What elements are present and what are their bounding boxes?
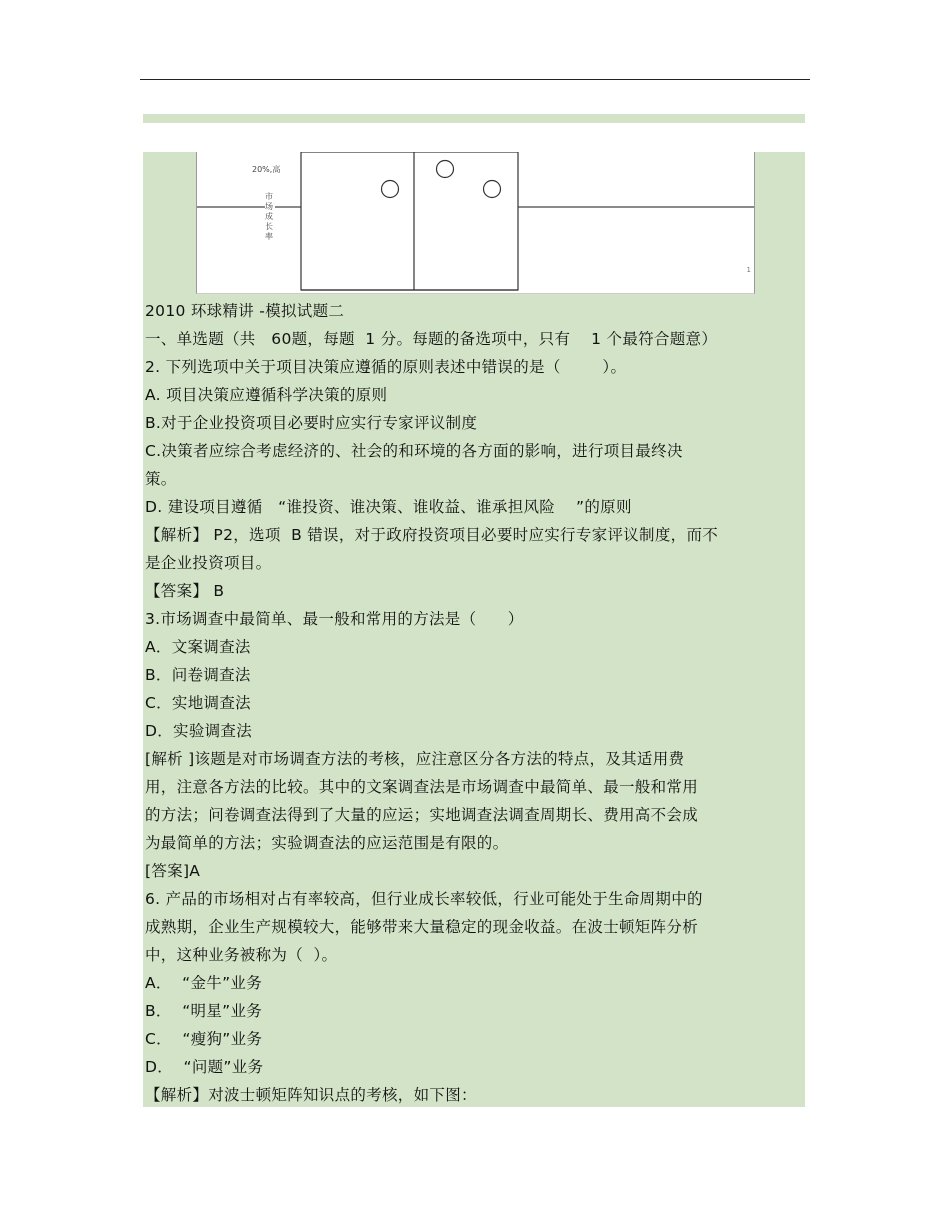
- q2-option-c-cont: 策。: [145, 470, 177, 488]
- bubble-2: [437, 161, 454, 178]
- q2-analysis-cont: 是企业投资项目。: [145, 554, 272, 572]
- q6-option-c: C． “瘦狗”业务: [145, 1030, 263, 1048]
- q2-answer: 【答案】 B: [145, 582, 225, 600]
- q3-analysis-cont-3: 为最简单的方法；实验调查法的应运范围是有限的。: [145, 834, 509, 852]
- question-2: 2. 下列选项中关于项目决策应遵循的原则表述中错误的是（ ）。: [145, 358, 627, 376]
- question-6-cont-2: 中，这种业务被称为（ ）。: [145, 946, 338, 964]
- q3-answer: [答案]A: [145, 862, 201, 880]
- figure-label-top: 20%,高: [252, 165, 281, 174]
- section-heading: 一、单选题（共 60题，每题 1 分。每题的备选项中，只有 1 个最符合题意）: [145, 330, 718, 348]
- figure-label-corner: 1: [746, 266, 751, 274]
- figure-axis-label: 市场成长率: [265, 192, 273, 241]
- q6-option-b: B． “明星”业务: [145, 1002, 263, 1020]
- q3-analysis-cont-2: 的方法；问卷调查法得到了大量的应运；实地调查法调查周期长、费用高不会成: [145, 806, 699, 824]
- q3-analysis: [解析 ]该题是对市场调查方法的考核，应注意区分各方法的特点，及其适用费: [145, 750, 685, 768]
- q3-analysis-cont-1: 用，注意各方法的比较。其中的文案调查法是市场调查中最简单、最一般和常用: [145, 778, 699, 796]
- document-title: 2010 环球精讲 -模拟试题二: [145, 302, 345, 320]
- q6-analysis: 【解析】对波士顿矩阵知识点的考核，如下图：: [145, 1086, 477, 1104]
- top-highlight-bar: [143, 114, 805, 123]
- q3-option-a: A．文案调查法: [145, 638, 251, 656]
- q2-option-a: A. 项目决策应遵循科学决策的原则: [145, 386, 388, 404]
- q2-option-c: C.决策者应综合考虑经济的、社会的和环境的各方面的影响，进行项目最终决: [145, 442, 683, 460]
- q3-option-c: C．实地调查法: [145, 694, 251, 712]
- q6-option-a: A． “金牛”业务: [145, 974, 263, 992]
- question-6-cont-1: 成熟期，企业生产规模较大，能够带来大量稳定的现金收益。在波士顿矩阵分析: [145, 918, 699, 936]
- document-text: [145, 297, 795, 1109]
- q3-option-b: B．问卷调查法: [145, 666, 251, 684]
- question-6: 6. 产品的市场相对占有率较高，但行业成长率较低，行业可能处于生命周期中的: [145, 890, 703, 908]
- q2-option-d: D. 建设项目遵循 “谁投资、谁决策、谁收益、谁承担风险 ”的原则: [145, 498, 632, 516]
- q2-option-b: B.对于企业投资项目必要时应实行专家评议制度: [145, 414, 478, 432]
- question-3: 3.市场调查中最简单、最一般和常用的方法是（ ）: [145, 610, 524, 628]
- q3-option-d: D．实验调查法: [145, 722, 253, 740]
- bcg-matrix-figure: [196, 152, 755, 294]
- q2-analysis: 【解析】 P2，选项 B 错误，对于政府投资项目必要时应实行专家评议制度，而不: [145, 526, 719, 544]
- bubble-3: [484, 181, 501, 198]
- q6-option-d: D． “问题”业务: [145, 1058, 264, 1076]
- bcg-matrix-diagram: [197, 152, 754, 293]
- bubble-1: [382, 181, 399, 198]
- header-rule: [140, 79, 810, 80]
